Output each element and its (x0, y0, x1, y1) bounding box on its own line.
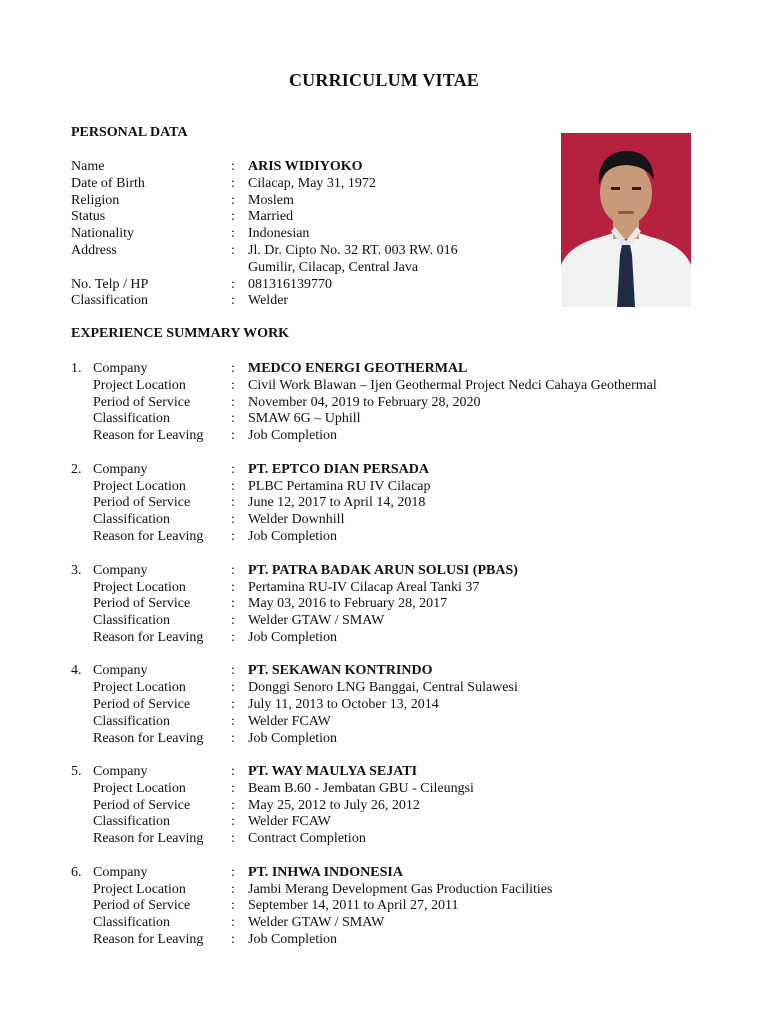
classification-value: Welder FCAW (248, 714, 331, 729)
field-value: Cilacap, May 31, 1972 (248, 176, 376, 191)
project-location: Jambi Merang Development Gas Production Facilities (248, 882, 553, 897)
colon: : (231, 680, 235, 695)
colon: : (231, 798, 235, 813)
colon: : (231, 411, 235, 426)
reason-label: Reason for Leaving (93, 831, 204, 846)
profile-photo (561, 133, 691, 307)
classification-value: Welder FCAW (248, 814, 331, 829)
company-name: PT. WAY MAULYA SEJATI (248, 764, 418, 779)
field-value: Gumilir, Cilacap, Central Java (248, 260, 419, 275)
item-number: 2. (71, 462, 82, 477)
project-location: Beam B.60 - Jembatan GBU - Cileungsi (248, 781, 474, 796)
personal-data-heading: PERSONAL DATA (71, 125, 188, 140)
colon: : (231, 831, 235, 846)
period-label: Period of Service (93, 697, 191, 712)
project-location: Donggi Senoro LNG Banggai, Central Sulawesi (248, 680, 518, 695)
field-value: Jl. Dr. Cipto No. 32 RT. 003 RW. 016 (248, 243, 458, 258)
period-of-service: September 14, 2011 to April 27, 2011 (248, 898, 459, 913)
item-number: 5. (71, 764, 82, 779)
colon: : (231, 714, 235, 729)
colon: : (231, 361, 235, 376)
colon: : (231, 882, 235, 897)
company-name: PT. INHWA INDONESIA (248, 865, 403, 880)
colon: : (231, 243, 235, 258)
colon: : (231, 630, 235, 645)
reason-label: Reason for Leaving (93, 932, 204, 947)
field-label: No. Telp / HP (71, 277, 149, 292)
item-number: 4. (71, 663, 82, 678)
period-label: Period of Service (93, 798, 191, 813)
field-label: Address (71, 243, 117, 258)
colon: : (231, 209, 235, 224)
company-label: Company (93, 563, 148, 578)
colon: : (231, 596, 235, 611)
field-label: Name (71, 159, 105, 174)
classification-label: Classification (93, 814, 170, 829)
classification-label: Classification (93, 411, 170, 426)
colon: : (231, 176, 235, 191)
location-label: Project Location (93, 680, 186, 695)
location-label: Project Location (93, 882, 186, 897)
field-label: Religion (71, 193, 120, 208)
item-number: 3. (71, 563, 82, 578)
company-name: PT. PATRA BADAK ARUN SOLUSI (PBAS) (248, 563, 518, 578)
field-label: Classification (71, 293, 148, 308)
colon: : (231, 193, 235, 208)
period-of-service: May 03, 2016 to February 28, 2017 (248, 596, 448, 611)
reason-value: Job Completion (248, 731, 338, 746)
reason-label: Reason for Leaving (93, 630, 204, 645)
period-of-service: July 11, 2013 to October 13, 2014 (248, 697, 439, 712)
colon: : (231, 898, 235, 913)
company-label: Company (93, 462, 148, 477)
colon: : (231, 395, 235, 410)
colon: : (231, 764, 235, 779)
classification-label: Classification (93, 613, 170, 628)
colon: : (231, 479, 235, 494)
project-location: Civil Work Blawan – Ijen Geothermal Project Nedci Cahaya Geothermal (248, 378, 657, 393)
company-label: Company (93, 361, 148, 376)
colon: : (231, 512, 235, 527)
field-value: 081316139770 (248, 277, 332, 292)
period-of-service: May 25, 2012 to July 26, 2012 (248, 798, 420, 813)
colon: : (231, 428, 235, 443)
colon: : (231, 580, 235, 595)
colon: : (231, 932, 235, 947)
location-label: Project Location (93, 378, 186, 393)
period-label: Period of Service (93, 495, 191, 510)
location-label: Project Location (93, 479, 186, 494)
classification-label: Classification (93, 915, 170, 930)
field-value: Welder (248, 293, 289, 308)
company-label: Company (93, 764, 148, 779)
colon: : (231, 613, 235, 628)
location-label: Project Location (93, 781, 186, 796)
field-label: Nationality (71, 226, 134, 241)
field-value: Moslem (248, 193, 294, 208)
period-of-service: November 04, 2019 to February 28, 2020 (248, 395, 481, 410)
classification-value: Welder GTAW / SMAW (248, 915, 385, 930)
reason-value: Contract Completion (248, 831, 366, 846)
colon: : (231, 731, 235, 746)
field-label: Date of Birth (71, 176, 145, 191)
colon: : (231, 529, 235, 544)
classification-value: Welder Downhill (248, 512, 345, 527)
colon: : (231, 277, 235, 292)
colon: : (231, 462, 235, 477)
project-location: Pertamina RU-IV Cilacap Areal Tanki 37 (248, 580, 480, 595)
company-name: MEDCO ENERGI GEOTHERMAL (248, 361, 468, 376)
classification-value: SMAW 6G – Uphill (248, 411, 361, 426)
classification-value: Welder GTAW / SMAW (248, 613, 385, 628)
colon: : (231, 495, 235, 510)
colon: : (231, 781, 235, 796)
colon: : (231, 159, 235, 174)
colon: : (231, 293, 235, 308)
company-label: Company (93, 865, 148, 880)
item-number: 1. (71, 361, 82, 376)
reason-label: Reason for Leaving (93, 529, 204, 544)
period-of-service: June 12, 2017 to April 14, 2018 (248, 495, 426, 510)
company-name: PT. EPTCO DIAN PERSADA (248, 462, 429, 477)
experience-heading: EXPERIENCE SUMMARY WORK (71, 326, 290, 341)
reason-label: Reason for Leaving (93, 428, 204, 443)
reason-value: Job Completion (248, 630, 338, 645)
field-label: Status (71, 209, 106, 224)
period-label: Period of Service (93, 395, 191, 410)
reason-value: Job Completion (248, 932, 338, 947)
colon: : (231, 697, 235, 712)
location-label: Project Location (93, 580, 186, 595)
document-title: CURRICULUM VITAE (288, 70, 480, 90)
field-value: ARIS WIDIYOKO (248, 159, 363, 174)
reason-value: Job Completion (248, 529, 338, 544)
field-value: Indonesian (248, 226, 310, 241)
period-label: Period of Service (93, 898, 191, 913)
colon: : (231, 814, 235, 829)
project-location: PLBC Pertamina RU IV Cilacap (248, 479, 431, 494)
reason-value: Job Completion (248, 428, 338, 443)
classification-label: Classification (93, 512, 170, 527)
colon: : (231, 226, 235, 241)
company-name: PT. SEKAWAN KONTRINDO (248, 663, 433, 678)
reason-label: Reason for Leaving (93, 731, 204, 746)
field-value: Married (248, 209, 294, 224)
period-label: Period of Service (93, 596, 191, 611)
classification-label: Classification (93, 714, 170, 729)
colon: : (231, 378, 235, 393)
company-label: Company (93, 663, 148, 678)
colon: : (231, 865, 235, 880)
item-number: 6. (71, 865, 82, 880)
colon: : (231, 915, 235, 930)
colon: : (231, 563, 235, 578)
colon: : (231, 663, 235, 678)
